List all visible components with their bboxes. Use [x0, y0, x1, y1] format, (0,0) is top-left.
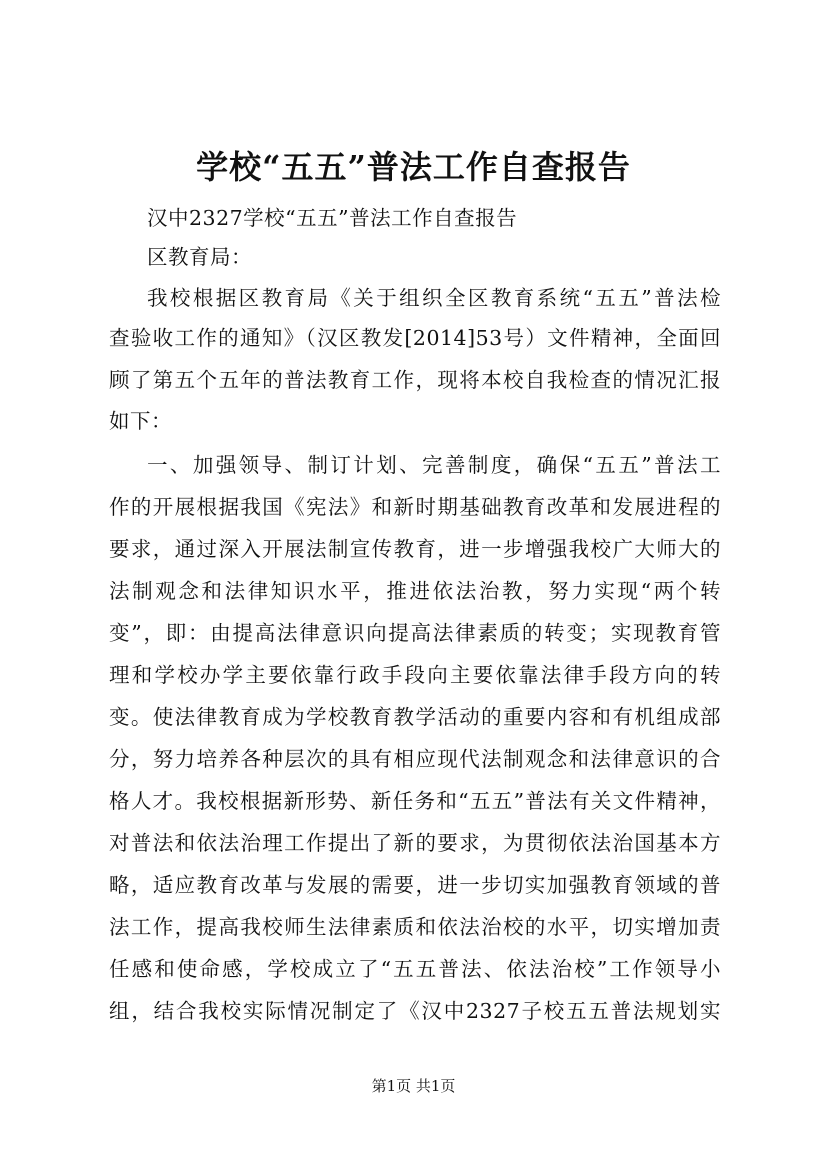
body-line: 一、加强领导、制订计划、完善制度，确保“五五”普法工 — [147, 453, 721, 477]
body-line: 法工作，提高我校师生法律素质和依法治校的水平，切实增加责 — [109, 915, 721, 939]
page-number: 第1页 共1页 — [371, 1077, 456, 1095]
body-line: 变”，即：由提高法律意识向提高法律素质的转变；实现教育管 — [109, 621, 721, 645]
body-line: 法制观念和法律知识水平，推进依法治教，努力实现“两个转 — [109, 579, 721, 603]
body-line: 变。使法律教育成为学校教育教学活动的重要内容和有机组成部 — [109, 705, 721, 729]
document-subtitle: 汉中2327学校“五五”普法工作自查报告 — [147, 206, 518, 230]
salutation: 区教育局： — [147, 245, 252, 269]
body-line: 如下： — [109, 409, 172, 433]
document-title: 学校“五五”普法工作自查报告 — [196, 148, 631, 186]
body-line: 理和学校办学主要依靠行政手段向主要依靠法律手段方向的转 — [109, 663, 721, 687]
body-line: 查验收工作的通知》（汉区教发[2014]53号）文件精神，全面回 — [109, 326, 721, 350]
body-line: 作的开展根据我国《宪法》和新时期基础教育改革和发展进程的 — [109, 495, 721, 519]
body-line: 顾了第五个五年的普法教育工作，现将本校自我检查的情况汇报 — [109, 368, 721, 392]
body-line: 格人才。我校根据新形势、新任务和“五五”普法有关文件精神， — [109, 789, 721, 813]
body-line: 我校根据区教育局《关于组织全区教育系统“五五”普法检 — [147, 286, 721, 310]
body-line: 略，适应教育改革与发展的需要，进一步切实加强教育领域的普 — [109, 873, 721, 897]
body-line: 分，努力培养各种层次的具有相应现代法制观念和法律意识的合 — [109, 747, 721, 771]
body-line: 组，结合我校实际情况制定了《汉中2327子校五五普法规划实 — [109, 999, 721, 1023]
body-line: 对普法和依法治理工作提出了新的要求，为贯彻依法治国基本方 — [109, 831, 721, 855]
body-line: 要求，通过深入开展法制宣传教育，进一步增强我校广大师大的 — [109, 537, 721, 561]
body-line: 任感和使命感，学校成立了“五五普法、依法治校”工作领导小 — [109, 957, 721, 981]
